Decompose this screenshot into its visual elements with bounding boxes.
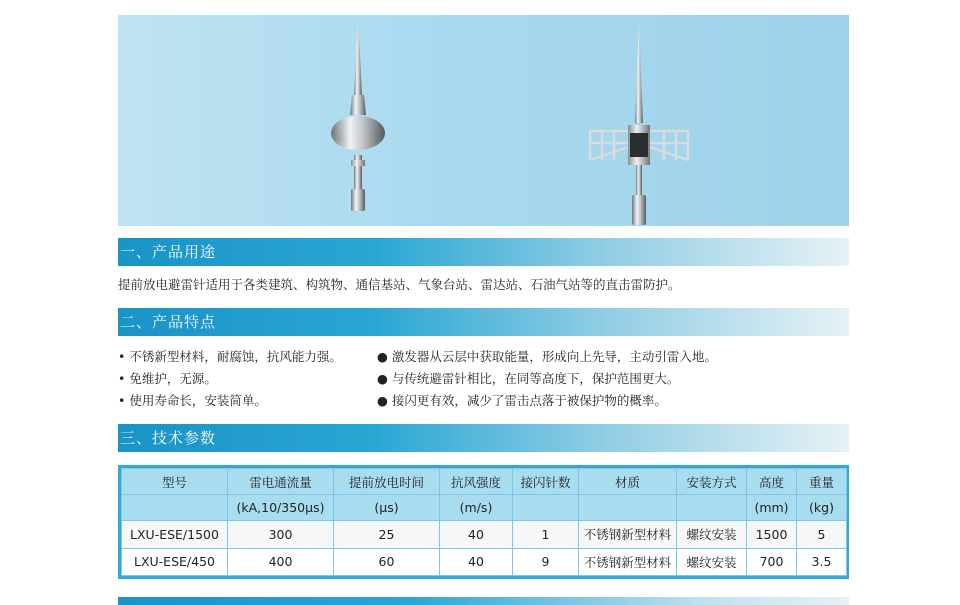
table-cell: 5 bbox=[797, 521, 847, 549]
table-header-cell: 型号 bbox=[122, 469, 228, 495]
table-cell: LXU-ESE/1500 bbox=[122, 521, 228, 549]
table-cell: 1500 bbox=[747, 521, 797, 549]
table-header-cell: 雷电通流量 bbox=[228, 469, 334, 495]
table-unit-row bbox=[122, 495, 847, 521]
table-cell: 螺纹安装 bbox=[677, 521, 747, 549]
table-unit-cell: (m/s) bbox=[440, 495, 513, 521]
product-illustration bbox=[118, 15, 849, 226]
table-cell: 700 bbox=[747, 548, 797, 576]
table-cell: 40 bbox=[440, 548, 513, 576]
table-unit-cell: (mm) bbox=[747, 495, 797, 521]
table-cell: 螺纹安装 bbox=[677, 548, 747, 576]
table-header-cell: 安装方式 bbox=[677, 469, 747, 495]
table-row bbox=[122, 521, 847, 549]
usage-description: 提前放电避雷针适用于各类建筑、构筑物、通信基站、气象台站、雷达站、石油气站等的直击雷防护。 bbox=[118, 277, 681, 292]
table-cell: 不锈钢新型材料 bbox=[579, 548, 677, 576]
table-header-cell: 高度 bbox=[747, 469, 797, 495]
table-header-row bbox=[122, 469, 847, 495]
table-cell: 400 bbox=[228, 548, 334, 576]
table-cell: 300 bbox=[228, 521, 334, 549]
table-unit-cell bbox=[579, 495, 677, 521]
lightning-rod-single bbox=[331, 17, 385, 211]
table-cell: 9 bbox=[513, 548, 579, 576]
feature-item: ● 激发器从云层中获取能量，形成向上先导，主动引雷入地。 bbox=[377, 349, 717, 364]
table-cell: 40 bbox=[440, 521, 513, 549]
table-cell: LXU-ESE/450 bbox=[122, 548, 228, 576]
footer-bar bbox=[118, 597, 849, 605]
spec-table bbox=[118, 465, 849, 579]
section-header-features bbox=[118, 308, 849, 336]
table-header-cell: 材质 bbox=[579, 469, 677, 495]
table-cell: 60 bbox=[334, 548, 440, 576]
table-cell: 25 bbox=[334, 521, 440, 549]
feature-item: ● 接闪更有效，减少了雷击点落于被保护物的概率。 bbox=[377, 393, 667, 408]
table-cell: 不锈钢新型材料 bbox=[579, 521, 677, 549]
feature-item: ● 与传统避雷针相比，在同等高度下，保护范围更大。 bbox=[377, 371, 680, 386]
table-cell: 1 bbox=[513, 521, 579, 549]
table-header-cell: 提前放电时间 bbox=[334, 469, 440, 495]
table-header-cell: 接闪针数 bbox=[513, 469, 579, 495]
section-header-usage bbox=[118, 238, 849, 266]
section-title: 二、产品特点 bbox=[120, 313, 217, 331]
table-unit-cell: (kA,10/350μs) bbox=[228, 495, 334, 521]
table-header-cell: 重量 bbox=[797, 469, 847, 495]
section-title: 三、技术参数 bbox=[120, 429, 217, 447]
table-cell: 3.5 bbox=[797, 548, 847, 576]
table-unit-cell bbox=[513, 495, 579, 521]
section-header-specs bbox=[118, 424, 849, 452]
feature-item: • 免维护，无源。 bbox=[118, 371, 217, 386]
product-image-banner bbox=[118, 15, 849, 226]
table-unit-cell: (μs) bbox=[334, 495, 440, 521]
table-unit-cell bbox=[122, 495, 228, 521]
section-title: 一、产品用途 bbox=[120, 243, 217, 261]
table-row bbox=[122, 548, 847, 576]
lightning-rod-multi bbox=[590, 17, 688, 225]
table-header-cell: 抗风强度 bbox=[440, 469, 513, 495]
feature-item: • 不锈新型材料，耐腐蚀，抗风能力强。 bbox=[118, 349, 342, 364]
table-unit-cell bbox=[677, 495, 747, 521]
table-unit-cell: (kg) bbox=[797, 495, 847, 521]
feature-item: • 使用寿命长，安装简单。 bbox=[118, 393, 267, 408]
